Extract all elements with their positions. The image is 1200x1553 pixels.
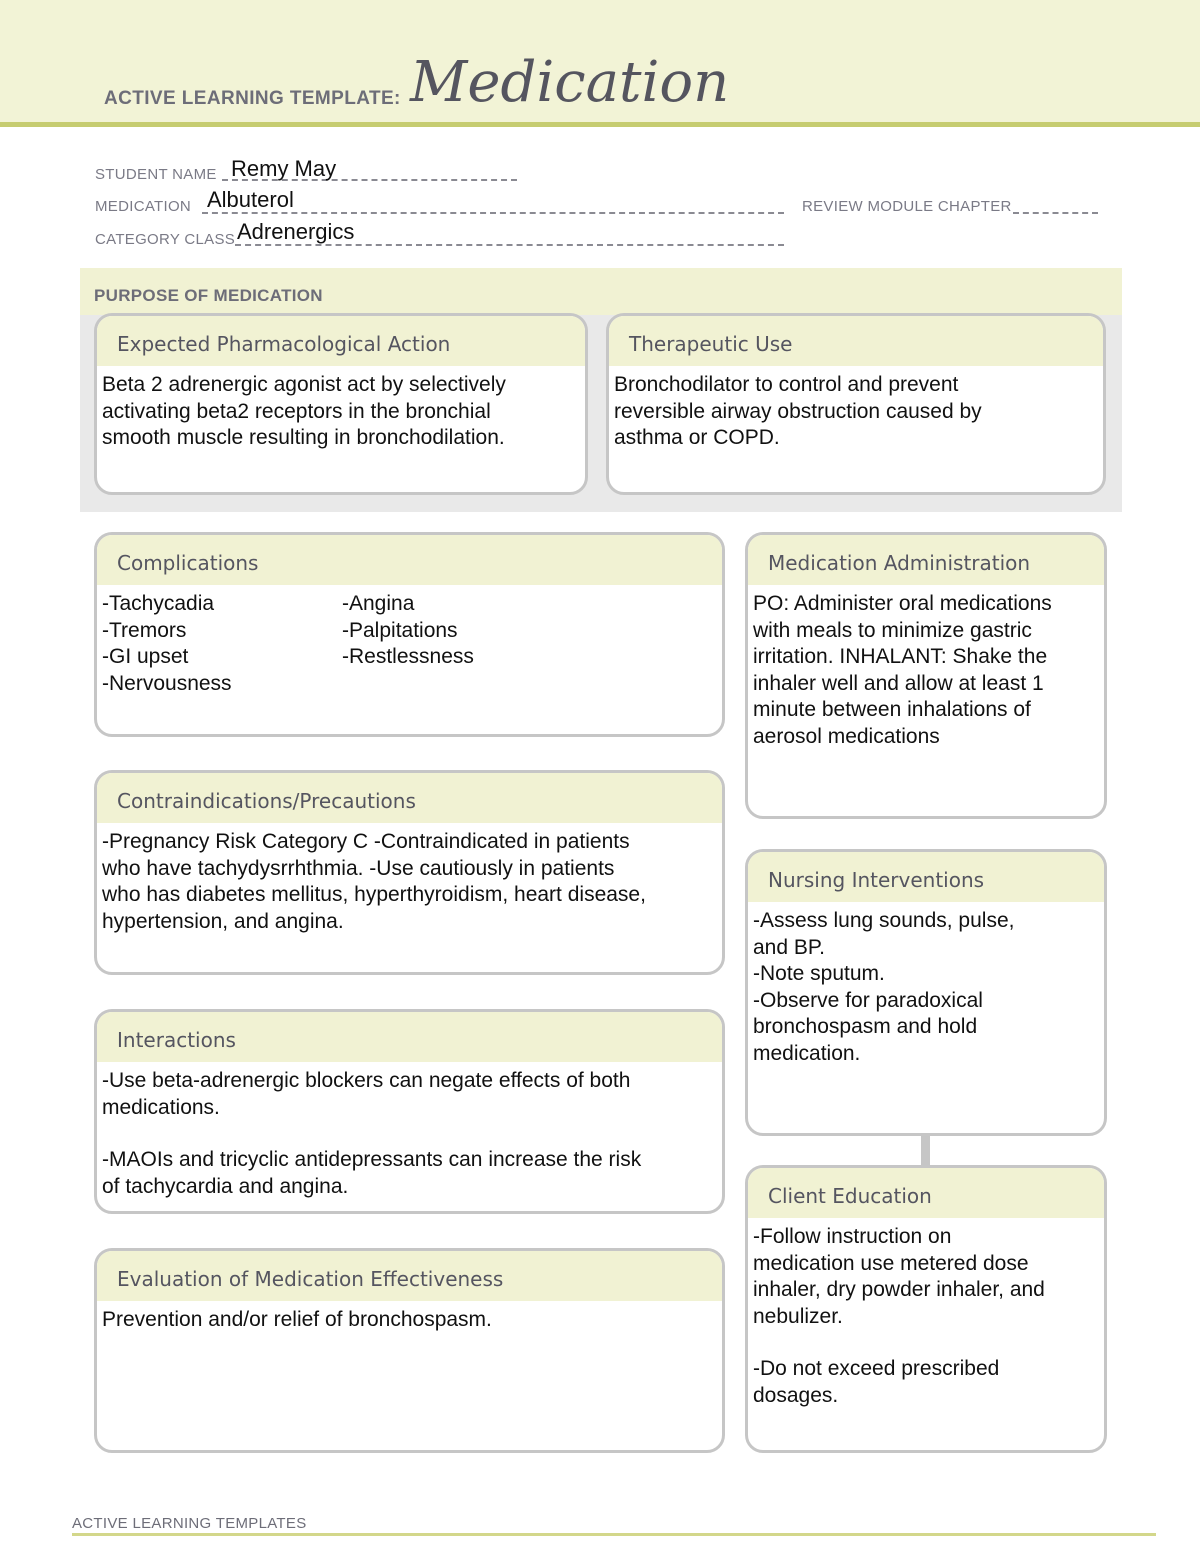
therapeutic-use-box xyxy=(606,313,1106,495)
category-class-label: CATEGORY CLASS xyxy=(95,231,236,248)
header-rule xyxy=(0,122,1200,127)
review-module-line xyxy=(1013,212,1098,214)
interactions-heading: Interactions xyxy=(97,1012,722,1062)
client-education-box xyxy=(745,1165,1107,1453)
interactions-text[interactable] xyxy=(97,1062,722,1200)
student-name-field[interactable]: Remy May xyxy=(231,156,337,181)
client-education-para-2: -Do not exceed prescribed dosages. xyxy=(753,1357,1000,1407)
complications-heading: Complications xyxy=(97,535,722,585)
therapeutic-use-heading: Therapeutic Use xyxy=(609,316,1103,366)
client-education-heading: Client Education xyxy=(748,1168,1104,1218)
contraindications-heading: Contraindications/Precautions xyxy=(97,773,722,823)
complications-list[interactable] xyxy=(97,585,722,697)
interactions-box xyxy=(94,1009,725,1214)
nursing-interventions-box xyxy=(745,849,1107,1136)
complications-box xyxy=(94,532,725,737)
contraindications-text[interactable]: -Pregnancy Risk Category C -Contraindicated in patients who have tachydysrrhthmia. -Use cautiously in patients who has diabetes mellitus, hyperthyroidism, heart disease, hypertension, and angina. xyxy=(102,830,646,933)
therapeutic-use-text[interactable]: Bronchodilator to control and prevent reversible airway obstruction caused by asthma or COPD. xyxy=(614,373,982,449)
client-education-para-1: -Follow instruction on medication use metered dose inhaler, dry powder inhaler, and nebulizer. xyxy=(753,1225,1045,1328)
list-item: -Tachycadia xyxy=(102,592,215,615)
administration-text[interactable]: PO: Administer oral medications with meals to minimize gastric irritation. INHALANT: Shake the inhaler well and allow at least 1 minute between inhalations of aerosol medications xyxy=(753,592,1052,748)
nursing-interventions-heading: Nursing Interventions xyxy=(748,852,1104,902)
list-item: -Restlessness xyxy=(342,645,474,668)
nursing-interventions-text[interactable]: -Assess lung sounds, pulse, and BP. -Note sputum. -Observe for paradoxical bronchospasm and hold medication. xyxy=(753,909,1015,1065)
medication-field[interactable]: Albuterol xyxy=(207,187,294,212)
footer-rule xyxy=(72,1533,1156,1536)
evaluation-text[interactable]: Prevention and/or relief of bronchospasm. xyxy=(102,1308,492,1331)
evaluation-box xyxy=(94,1248,725,1453)
interactions-para-1: -Use beta-adrenergic blockers can negate effects of both medications. xyxy=(102,1069,631,1119)
list-item: -Tremors xyxy=(102,618,187,642)
footer-label: ACTIVE LEARNING TEMPLATES xyxy=(72,1515,307,1532)
contraindications-box xyxy=(94,770,725,975)
administration-box xyxy=(745,532,1107,819)
list-item: -Palpitations xyxy=(342,618,458,642)
list-item: -Angina xyxy=(342,592,415,615)
administration-heading: Medication Administration xyxy=(748,535,1104,585)
evaluation-heading: Evaluation of Medication Effectiveness xyxy=(97,1251,722,1301)
expected-action-box xyxy=(94,313,588,495)
client-education-text[interactable] xyxy=(748,1218,1104,1409)
category-class-field[interactable]: Adrenergics xyxy=(237,219,355,244)
list-item: -GI upset xyxy=(102,645,189,668)
list-item: -Nervousness xyxy=(102,671,232,695)
student-name-label: STUDENT NAME xyxy=(95,166,217,183)
template-title: Medication xyxy=(410,50,730,115)
medication-label: MEDICATION xyxy=(95,198,192,215)
template-label: ACTIVE LEARNING TEMPLATE: xyxy=(104,88,401,109)
expected-action-text[interactable]: Beta 2 adrenergic agonist act by selectively activating beta2 receptors in the bronchial smooth muscle resulting in bronchodilation. xyxy=(102,373,506,449)
interactions-para-2: -MAOIs and tricyclic antidepressants can increase the risk of tachycardia and angina. xyxy=(102,1148,642,1198)
box-connector xyxy=(921,1135,930,1165)
expected-action-heading: Expected Pharmacological Action xyxy=(97,316,585,366)
purpose-title: PURPOSE OF MEDICATION xyxy=(94,286,323,305)
review-module-label: REVIEW MODULE CHAPTER xyxy=(802,198,1012,215)
